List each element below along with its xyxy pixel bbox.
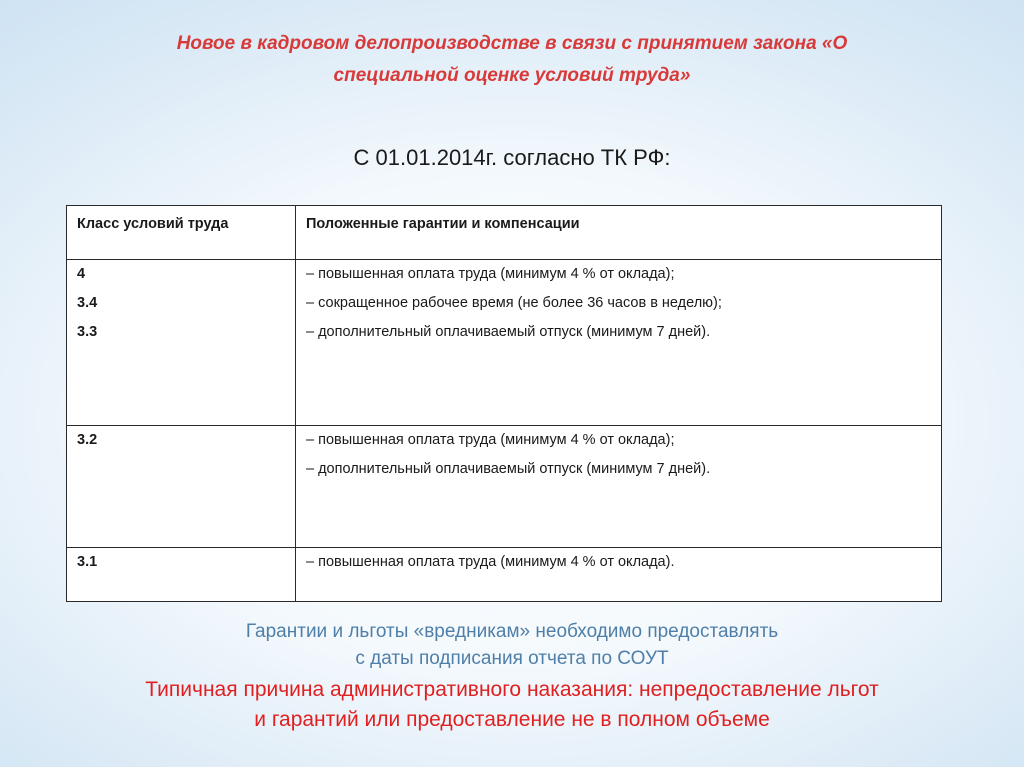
table-row (67, 548, 942, 602)
note-blue (0, 618, 1024, 672)
note-red (0, 675, 1024, 735)
note-blue-line: Гарантии и льготы «вредникам» необходимо предоставлять (245, 621, 779, 642)
guarantees-cell (296, 548, 942, 602)
class-value: 3.4 (77, 295, 98, 311)
guarantees-cell (296, 260, 942, 426)
guarantee-item: – сокращенное рабочее время (не более 36 часов в неделю); (306, 295, 722, 311)
class-cell (67, 548, 296, 602)
slide-title-line: специальной оценке условий труда» (333, 65, 691, 86)
header-class: Класс условий труда (67, 206, 296, 260)
guarantee-item: – дополнительный оплачиваемый отпуск (минимум 7 дней). (306, 461, 711, 477)
class-value: 4 (77, 266, 86, 282)
guarantee-item: – повышенная оплата труда (минимум 4 % от оклада); (306, 266, 675, 282)
note-red-line: и гарантий или предоставление не в полном объеме (254, 708, 770, 731)
class-value: 3.1 (77, 554, 98, 570)
slide-title (60, 28, 964, 92)
slide-subtitle: С 01.01.2014г. согласно ТК РФ: (353, 145, 671, 170)
guarantee-item: – повышенная оплата труда (минимум 4 % от оклада). (306, 554, 675, 570)
slide-title-line: Новое в кадровом делопроизводстве в связи с принятием закона «О (176, 33, 848, 54)
header-guarantees: Положенные гарантии и компенсации (296, 206, 942, 260)
table-row (67, 260, 942, 426)
note-red-line: Типичная причина административного наказания: непредоставление льгот (145, 678, 879, 701)
guarantee-item: – повышенная оплата труда (минимум 4 % от оклада); (306, 432, 675, 448)
class-value: 3.3 (77, 324, 98, 340)
note-blue-line: с даты подписания отчета по СОУТ (355, 648, 669, 669)
class-cell (67, 426, 296, 548)
table-header-row (67, 206, 942, 260)
working-conditions-table (66, 205, 942, 602)
table-row (67, 426, 942, 548)
guarantee-item: – дополнительный оплачиваемый отпуск (минимум 7 дней). (306, 324, 711, 340)
class-value: 3.2 (77, 432, 98, 448)
class-cell (67, 260, 296, 426)
guarantees-cell (296, 426, 942, 548)
